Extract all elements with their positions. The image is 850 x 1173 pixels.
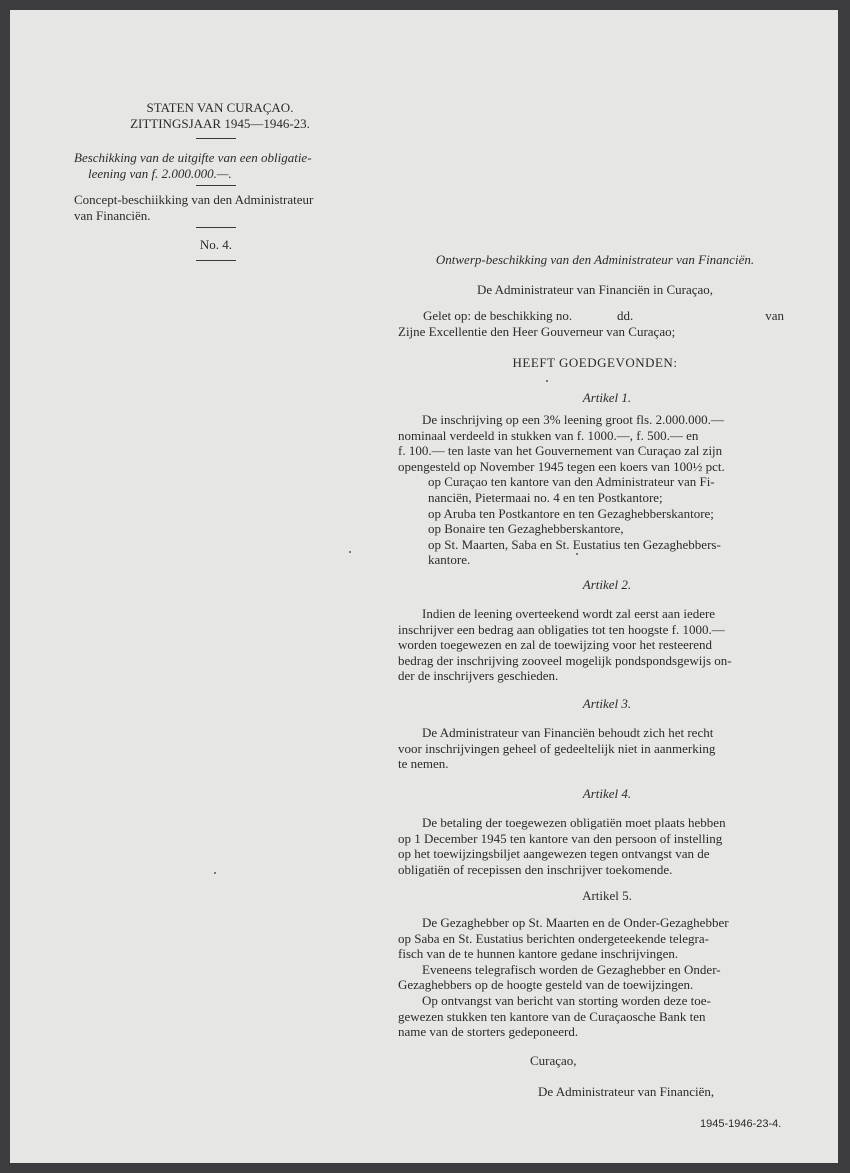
subject	[74, 150, 374, 182]
article-1-list-1b: nanciën, Pietermaai no. 4 en ten Postkantore;	[428, 489, 663, 505]
article-2-heading: Artikel 2.	[582, 577, 632, 592]
article-3-line-3: te nemen.	[398, 756, 449, 772]
paper-speck	[546, 380, 548, 382]
article-5-body	[398, 915, 792, 1040]
article-1-list-4: op St. Maarten, Saba en St. Eustatius ten Gezaghebbers-	[428, 536, 721, 552]
heading-line-2: ZITTINGSJAAR 1945—1946-23.	[130, 116, 310, 131]
article-2-line-4: bedrag der inschrijving zooveel mogelijk pondspondsgewijs on-	[398, 652, 732, 668]
article-4-line-3: op het toewijzingsbiljet aangewezen tegen ontvangst van de	[398, 846, 710, 862]
gelet-line-1-mid: dd.	[617, 308, 634, 323]
heading-line-1: STATEN VAN CURAÇAO.	[146, 100, 294, 115]
article-2-line-3: worden toegewezen en zal de toewijzing voor het resteerend	[398, 637, 713, 653]
article-5-heading: Artikel 5.	[582, 888, 632, 903]
article-1-body	[398, 412, 792, 568]
left-heading	[70, 100, 370, 132]
subject-line-2: leening van f. 2.000.000.—.	[88, 166, 232, 181]
divider-2	[196, 185, 236, 186]
article-1-list-3: op Bonaire ten Gezaghebberskantore,	[428, 521, 624, 537]
paper-speck	[214, 872, 216, 874]
place: Curaçao,	[530, 1053, 577, 1068]
gelet-op	[398, 308, 792, 340]
article-2-line-5: der de inschrijvers geschieden.	[398, 668, 559, 684]
paper-speck	[349, 551, 351, 553]
decision-heading: HEEFT GOEDGEVONDEN:	[512, 355, 678, 370]
concept-line-2: van Financiën.	[74, 208, 151, 223]
paper-speck	[576, 553, 578, 555]
article-1-line-3: f. 100.— ten laste van het Gouvernement van Curaçao zal zijn	[398, 443, 723, 459]
article-1-heading: Artikel 1.	[582, 390, 632, 405]
footer-reference: 1945-1946-23-4.	[700, 1118, 782, 1130]
article-4-line-2: op 1 December 1945 ten kantore van den persoon of instelling	[398, 830, 723, 846]
article-1-list-1: op Curaçao ten kantore van den Administrateur van Fi-	[428, 474, 715, 490]
divider-1	[196, 138, 236, 139]
article-1-line-2: nominaal verdeeld in stukken van f. 1000.—, f. 500.— en	[398, 427, 699, 443]
article-1-line-4: opengesteld op November 1945 tegen een koers van 100½ pct.	[398, 458, 725, 474]
article-5-p3-line-1: Op ontvangst van bericht van storting worden deze toe-	[422, 992, 711, 1008]
article-4-line-4: obligatiën of recepissen den inschrijver toekomende.	[398, 861, 673, 877]
article-3-line-2: voor inschrijvingen geheel of gedeeltelijk niet in aanmerking	[398, 740, 716, 756]
divider-3	[196, 227, 236, 228]
article-2-line-2: inschrijver een bedrag aan obligaties tot ten hoogste f. 1000.—	[398, 621, 725, 637]
article-5-p1-line-3: fisch van de te hunnen kantore gedane inschrijvingen.	[398, 946, 679, 962]
document-title: Ontwerp-beschikking van den Administrateur van Financiën.	[435, 252, 755, 267]
article-5-p2-line-1: Eveneens telegrafisch worden de Gezaghebber en Onder-	[422, 961, 721, 977]
article-2-body	[398, 606, 792, 684]
article-1-line-1: De inschrijving op een 3% leening groot fls. 2.000.000.—	[422, 412, 724, 427]
article-5-p3-line-3: name van de storters gedeponeerd.	[398, 1024, 579, 1040]
article-4-heading: Artikel 4.	[582, 786, 632, 801]
concept	[74, 192, 374, 224]
article-3-heading: Artikel 3.	[582, 696, 632, 711]
subject-line-1: Beschikking van de uitgifte van een obligatie-	[74, 150, 312, 165]
article-5-p1-line-1: De Gezaghebber op St. Maarten en de Onder-Gezaghebber	[422, 915, 729, 930]
gelet-line-2: Zijne Excellentie den Heer Gouverneur van Curaçao;	[398, 324, 676, 339]
document-number: No. 4.	[199, 237, 233, 252]
document-page	[10, 10, 838, 1163]
article-2-line-1: Indien de leening overteekend wordt zal eerst aan iedere	[422, 606, 716, 621]
article-1-list-4b: kantore.	[428, 552, 471, 568]
gelet-line-1-left: Gelet op: de beschikking no.	[423, 308, 573, 323]
article-5-p2-line-2: Gezaghebbers op de hoogte gesteld van de toewijzingen.	[398, 977, 694, 993]
article-3-body	[398, 725, 792, 772]
divider-4	[196, 260, 236, 261]
article-5-p1-line-2: op Saba en St. Eustatius berichten ondergeteekende telegra-	[398, 930, 709, 946]
article-4-body	[398, 815, 792, 877]
authority: De Administrateur van Financiën in Curaçao,	[476, 282, 714, 297]
article-5-p3-line-2: gewezen stukken ten kantore van de Curaçaosche Bank ten	[398, 1008, 706, 1024]
signature: De Administrateur van Financiën,	[538, 1084, 715, 1099]
article-1-list-2: op Aruba ten Postkantore en ten Gezaghebberskantore;	[428, 505, 714, 521]
article-3-line-1: De Administrateur van Financiën behoudt zich het recht	[422, 725, 714, 740]
article-4-line-1: De betaling der toegewezen obligatiën moet plaats hebben	[422, 815, 726, 830]
concept-line-1: Concept-beschiikking van den Administrateur	[74, 192, 314, 207]
gelet-line-1-right: van	[765, 308, 784, 323]
